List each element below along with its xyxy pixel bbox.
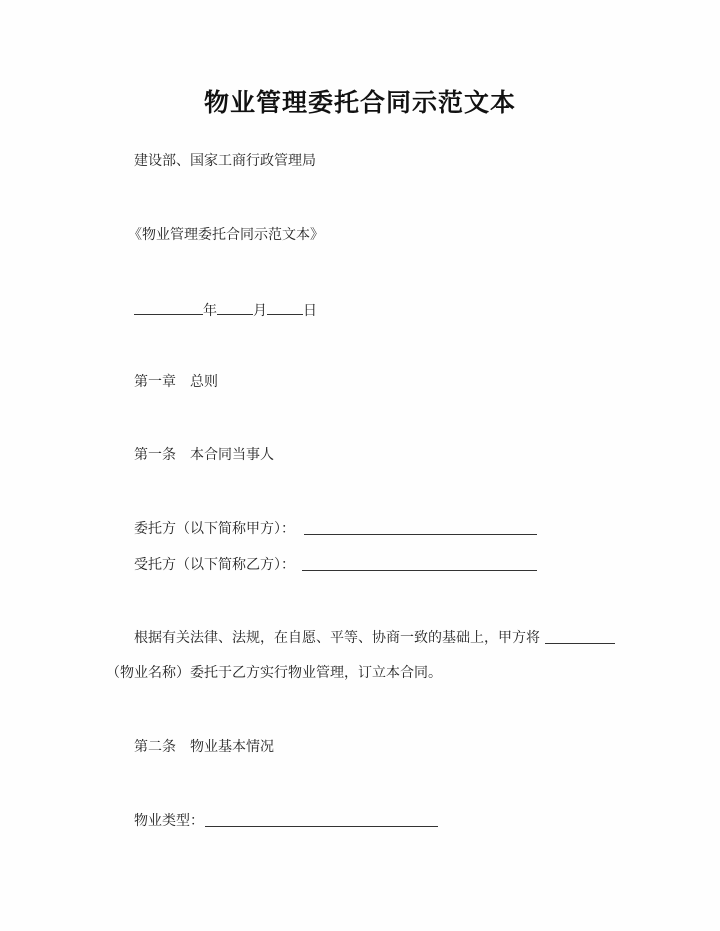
article-title: 物业基本情况: [190, 739, 274, 755]
year-blank[interactable]: [134, 299, 203, 315]
property-type-label: 物业类型：: [134, 813, 204, 829]
article-title: 本合同当事人: [190, 447, 274, 463]
article-number: 第一条: [134, 447, 176, 463]
party-a-label: 委托方（以下简称甲方）：: [134, 521, 295, 537]
party-a-blank[interactable]: [304, 519, 537, 535]
party-a-line: [134, 520, 295, 538]
paragraph-1-line-2: （物业名称）委托于乙方实行物业管理，订立本合同。: [106, 665, 442, 681]
year-label: 年: [203, 303, 217, 319]
party-b-blank[interactable]: [302, 555, 537, 571]
chapter-1-heading: [134, 373, 218, 391]
property-type-line: [134, 812, 204, 830]
document-name-line: 《物业管理委托合同示范文本》: [128, 227, 324, 243]
paragraph-1-line-1: [134, 629, 540, 647]
issuer-line: 建设部、国家工商行政管理局: [134, 153, 316, 169]
article-1-heading: [134, 446, 274, 464]
article-number: 第二条: [134, 739, 176, 755]
day-blank[interactable]: [267, 299, 303, 315]
document-title: 物业管理委托合同示范文本: [203, 88, 516, 117]
property-type-blank[interactable]: [205, 811, 438, 827]
article-2-heading: [134, 738, 274, 756]
date-line: [134, 299, 317, 320]
property-name-blank[interactable]: [545, 628, 615, 644]
paragraph-1-text: 根据有关法律、法规，在自愿、平等、协商一致的基础上，甲方将: [134, 630, 540, 646]
month-blank[interactable]: [217, 299, 253, 315]
chapter-title: 总则: [190, 374, 218, 390]
party-b-line: [134, 556, 295, 574]
chapter-number: 第一章: [134, 374, 176, 390]
day-label: 日: [303, 303, 317, 319]
month-label: 月: [253, 303, 267, 319]
party-b-label: 受托方（以下简称乙方）：: [134, 557, 295, 573]
